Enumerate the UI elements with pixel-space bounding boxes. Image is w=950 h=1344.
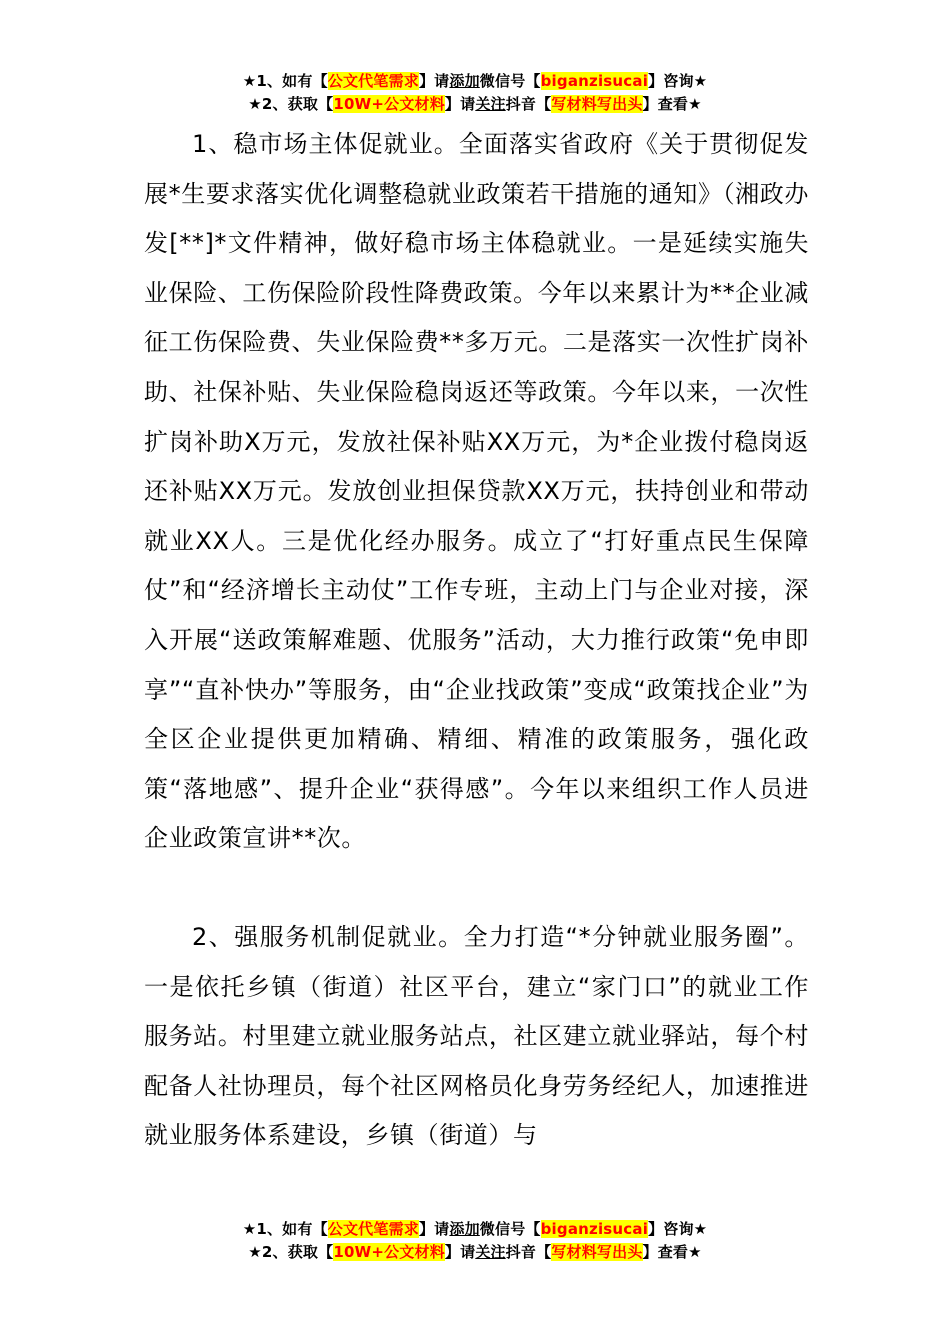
banner-text: ★2、获取【: [248, 95, 334, 113]
header-banner: [0, 70, 950, 116]
banner-underline: 关注: [475, 95, 506, 113]
paragraph-2: 2、强服务机制促就业。全力打造“*分钟就业服务圈”。一是依托乡镇（街道）社区平台，建立“家门口”的就业工作服务站。村里建立就业服务站点，社区建立就业驿站，每个村配备人社协理员，每个社区网格员化身劳务经纪人，加速推进就业服务体系建设，乡镇（街道）与: [144, 922, 809, 1150]
banner-underline: 添加: [449, 72, 480, 90]
banner-highlight: 公文代笔需求: [327, 1220, 419, 1238]
banner-line-2: [0, 93, 950, 116]
banner-line-2: [0, 1241, 950, 1264]
banner-underline: 关注: [475, 1243, 506, 1261]
paragraph-1: 1、稳市场主体促就业。全面落实省政府《关于贯彻促发展*生要求落实优化调整稳就业政策若干措施的通知》（湘政办发[**]*文件精神，做好稳市场主体稳就业。一是延续实施失业保险、工伤保险阶段性降费政策。今年以来累计为**企业减征工伤保险费、失业保险费**多万元。二是落实一次性扩岗补助、社保补贴、失业保险稳岗返还等政策。今年以来，一次性扩岗补助X万元，发放社保补贴XX万元，为*企业拨付稳岗返还补贴XX万元。发放创业担保贷款XX万元，扶持创业和带动就业XX人。三是优化经办服务。成立了“打好重点民生保障仗”和“经济增长主动仗”工作专班，主动上门与企业对接，深入开展“送政策解难题、优服务”活动，大力推行政策“免申即享”“直补快办”等服务，由“企业找政策”变成“政策找企业”为全区企业提供更加精确、精细、精准的政策服务，强化政策“落地感”、提升企业“获得感”。今年以来组织工作人员进企业政策宣讲**次。: [144, 130, 809, 853]
banner-line-1: [0, 70, 950, 93]
banner-highlight: biganzisucai: [540, 72, 649, 90]
banner-text: 微信号【: [479, 72, 541, 90]
banner-highlight: 10W+公文材料: [333, 1243, 445, 1261]
banner-line-1: [0, 1218, 950, 1241]
banner-text: ★2、获取【: [248, 1243, 334, 1261]
banner-highlight: biganzisucai: [540, 1220, 649, 1238]
banner-text: 】咨询★: [648, 72, 708, 90]
banner-text: ★1、如有【: [242, 1220, 328, 1238]
banner-highlight: 写材料写出头: [551, 1243, 643, 1261]
banner-highlight: 10W+公文材料: [333, 95, 445, 113]
footer-banner: [0, 1218, 950, 1264]
banner-text: 】咨询★: [648, 1220, 708, 1238]
banner-text: 抖音【: [505, 95, 552, 113]
document-body: [144, 120, 809, 1161]
banner-highlight: 写材料写出头: [551, 95, 643, 113]
banner-text: 】查看★: [642, 1243, 702, 1261]
banner-underline: 添加: [449, 1220, 480, 1238]
banner-text: 抖音【: [505, 1243, 552, 1261]
banner-highlight: 公文代笔需求: [327, 72, 419, 90]
banner-text: 】请: [444, 95, 476, 113]
banner-text: 】查看★: [642, 95, 702, 113]
banner-text: 】请: [418, 1220, 450, 1238]
banner-text: 】请: [444, 1243, 476, 1261]
banner-text: 微信号【: [479, 1220, 541, 1238]
banner-text: ★1、如有【: [242, 72, 328, 90]
banner-text: 】请: [418, 72, 450, 90]
